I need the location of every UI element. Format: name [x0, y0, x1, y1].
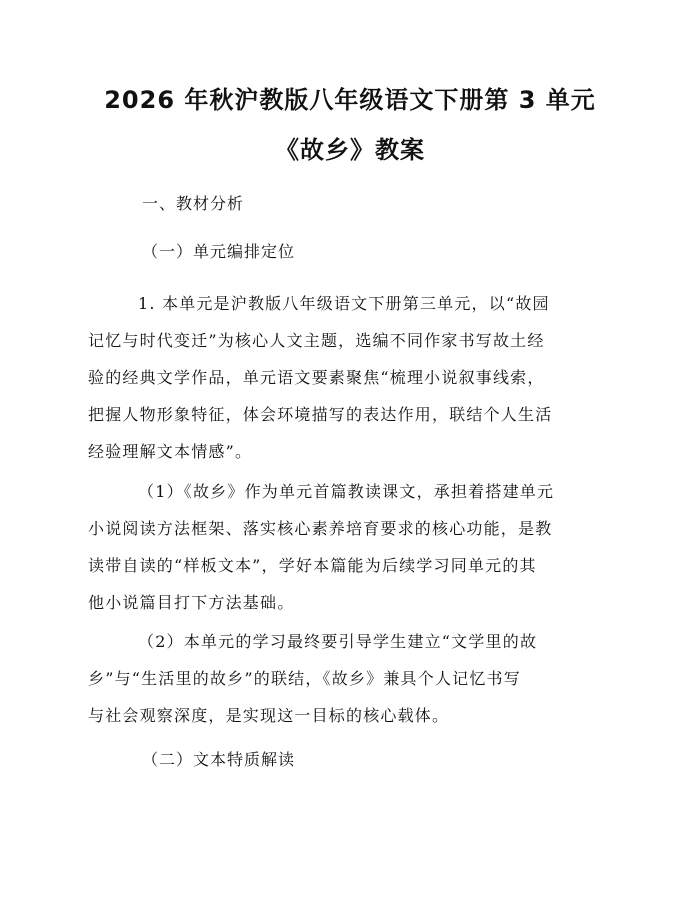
- paragraph-line: 1. 本单元是沪教版八年级语文下册第三单元，以“故园: [138, 294, 550, 313]
- paragraph-line: 小说阅读方法框架、落实核心素养培育要求的核心功能，是教: [88, 519, 553, 538]
- paragraph-line: 把握人物形象特征，体会环境描写的表达作用，联结个人生活: [88, 405, 553, 424]
- section-heading-textbook-analysis: 一、教材分析: [142, 194, 245, 213]
- paragraph-point-1: [88, 473, 604, 621]
- subsection-heading-unit-positioning: （一）单元编排定位: [142, 242, 296, 261]
- paragraph-line: 与社会观察深度，是实现这一目标的核心载体。: [88, 706, 450, 725]
- paragraph-unit-overview: [88, 285, 604, 470]
- paragraph-line: 乡”与“生活里的故乡”的联结，《故乡》兼具个人记忆书写: [88, 669, 521, 688]
- document-title-line-2: 《故乡》教案: [275, 136, 425, 164]
- document-title-line-1: 2026 年秋沪教版八年级语文下册第 3 单元: [104, 86, 596, 114]
- paragraph-line: 读带自读的“样板文本”，学好本篇能为后续学习同单元的其: [88, 556, 537, 575]
- paragraph-line: （2）本单元的学习最终要引导学生建立“文学里的故: [138, 632, 538, 651]
- paragraph-line: （1）《故乡》作为单元首篇教读课文，承担着搭建单元: [138, 482, 555, 501]
- paragraph-line: 经验理解文本情感”。: [88, 442, 253, 461]
- paragraph-line: 记忆与时代变迁”为核心人文主题，选编不同作家书写故土经: [88, 331, 545, 350]
- subsection-heading-text-features: （二）文本特质解读: [142, 750, 296, 769]
- paragraph-point-2: [88, 623, 604, 734]
- paragraph-line: 验的经典文学作品，单元语文要素聚焦“梳理小说叙事线索，: [88, 368, 545, 387]
- paragraph-line: 他小说篇目打下方法基础。: [88, 593, 295, 612]
